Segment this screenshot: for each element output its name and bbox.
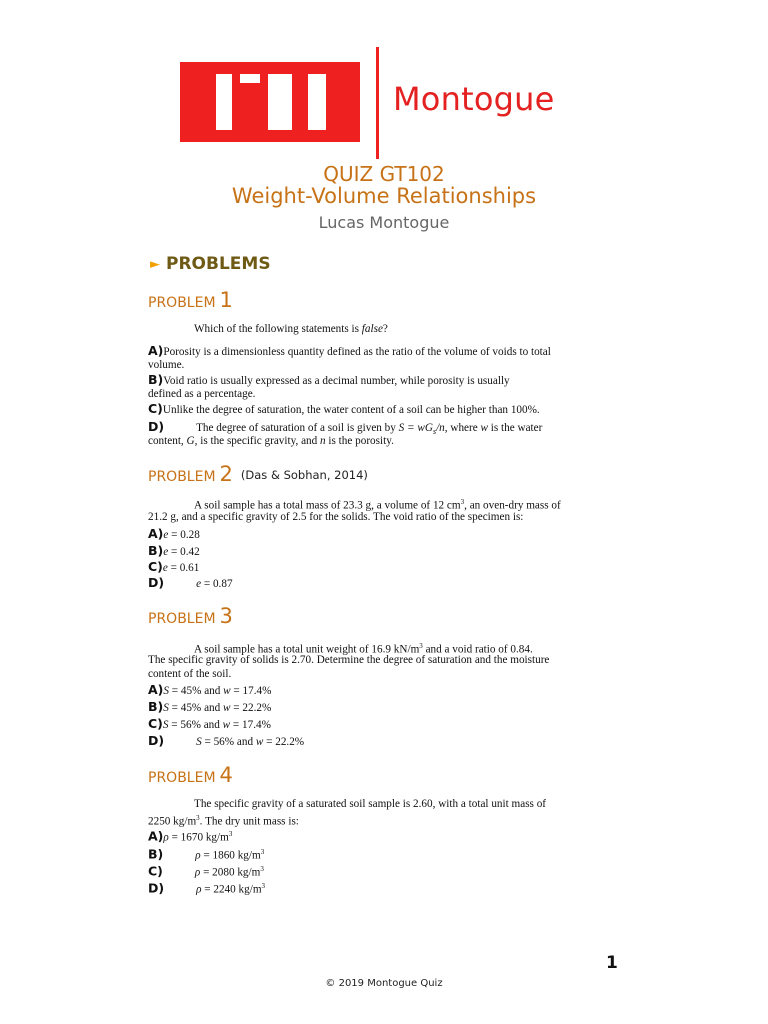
problem-2-question-cont: 21.2 g, and a specific gravity of 2.5 for the solids. The void ratio of the specimen is:	[148, 511, 524, 523]
brand-logo-mark	[180, 62, 360, 142]
problem-1-option-b-cont: defined as a percentage.	[148, 388, 256, 400]
problem-2-question: A soil sample has a total mass of 23.3 g, a volume of 12 $cm^3$, an oven-dry mass of	[194, 498, 561, 512]
problem-3-question-cont: The specific gravity of solids is 2.70. Determine the degree of saturation and the moisture	[148, 654, 550, 666]
problem-1-heading: PROBLEM 1	[148, 288, 233, 312]
problem-3-question: A soil sample has a total unit weight of 16.9 $kN/m^3$ and a void ratio of 0.84.	[194, 642, 533, 656]
problem-1-option-d-cont: content, G, is the specific gravity, and n is the porosity.	[148, 435, 394, 447]
brand-name: Montogue	[393, 80, 555, 118]
brand-divider	[376, 47, 379, 159]
problem-3-question-cont-2: content of the soil.	[148, 668, 232, 680]
problem-2-option-a: A)e = 0.28	[148, 526, 200, 541]
problem-3-option-a: A)S = 45% and w = 17.4%	[148, 682, 272, 697]
problem-1-option-b: B)Void ratio is usually expressed as a decimal number, while porosity is usually	[148, 372, 510, 387]
problem-3-option-d: D) S = 56% and w = 22.2%	[148, 733, 305, 748]
problem-1-option-a: A)Porosity is a dimensionless quantity defined as the ratio of the volume of voids to total	[148, 343, 551, 358]
problem-4-option-d: D) ρ = 2240 $kg/m^3$	[148, 880, 266, 896]
page-number: 1	[606, 953, 618, 973]
problem-2-option-c: C)e = 0.61	[148, 559, 200, 574]
author-name: Lucas Montogue	[318, 213, 450, 232]
problem-4-heading: PROBLEM 4	[148, 763, 233, 787]
problem-3-heading: PROBLEM 3	[148, 604, 233, 628]
problem-1-question: Which of the following statements is false?	[194, 323, 388, 335]
footer-copyright: © 2019 Montogue Quiz	[325, 978, 443, 989]
problem-1-option-d: D) The degree of saturation of a soil is given by $S = wG_s/n$, where w is the water	[148, 419, 543, 437]
problem-4-option-b: B) ρ = 1860 $kg/m^3$	[148, 846, 265, 862]
problem-1-option-c: C)Unlike the degree of saturation, the water content of a soil can be higher than 100%.	[148, 401, 540, 416]
section-heading: ► PROBLEMS	[150, 254, 271, 274]
problem-4-option-c: C) ρ = 2080 $kg/m^3$	[148, 863, 264, 879]
problem-2-option-b: B)e = 0.42	[148, 543, 200, 558]
quiz-title: Weight-Volume Relationships	[231, 184, 537, 208]
triangle-bullet-icon: ►	[150, 257, 160, 272]
problem-3-option-b: B)S = 45% and w = 22.2%	[148, 699, 272, 714]
problem-4-question: The specific gravity of a saturated soil sample is 2.60, with a total unit mass of	[194, 798, 547, 810]
problem-2-option-d: D) e = 0.87	[148, 575, 233, 590]
problem-3-option-c: C)S = 56% and w = 17.4%	[148, 716, 271, 731]
problem-4-question-cont: 2250 $kg/m^3$. The dry unit mass is:	[148, 814, 299, 828]
problem-1-option-a-cont: volume.	[148, 359, 185, 371]
quiz-code: QUIZ GT102	[323, 162, 445, 186]
problem-4-option-a: A)ρ = 1670 $kg/m^3$	[148, 828, 233, 844]
problem-2-heading: PROBLEM 2 (Das & Sobhan, 2014)	[148, 462, 368, 486]
